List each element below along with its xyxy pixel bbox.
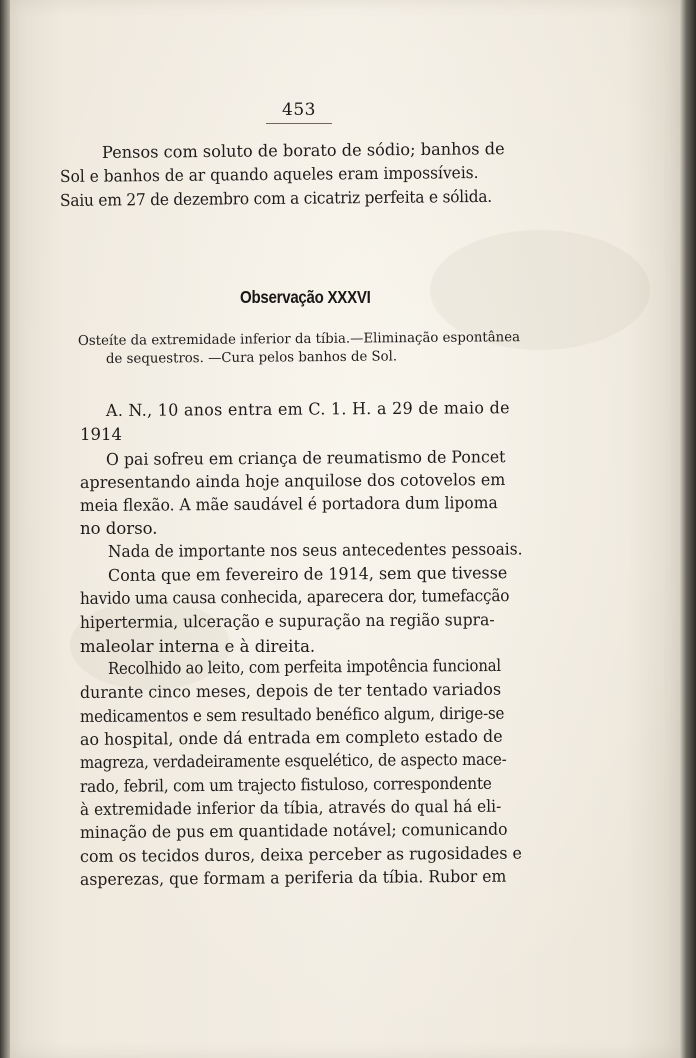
text-line: A. N., 10 anos entra em C. 1. H. a 29 de maio de bbox=[105, 398, 510, 420]
text-line: apresentando ainda hoje anquilose dos cotovelos em bbox=[79, 470, 506, 492]
text-line: 1914 bbox=[80, 425, 122, 444]
text-line: medicamentos e sem resultado benéfico algum, dirige-se bbox=[79, 703, 505, 726]
text-line: Recolhido ao leito, com perfeita impotência funcional bbox=[107, 655, 501, 678]
text-line: no dorso. bbox=[80, 519, 158, 538]
book-page bbox=[10, 0, 680, 1058]
page-number-rule bbox=[266, 123, 332, 124]
page-number: 453 bbox=[282, 100, 316, 120]
text-line: maleolar interna e à direita. bbox=[80, 637, 316, 656]
text-line: Conta que em fevereiro de 1914, sem que tivesse bbox=[107, 563, 508, 585]
observation-subtitle-line: Osteíte da extremidade inferior da tíbia.—Eliminação espontânea bbox=[77, 329, 521, 349]
text-line: com os tecidos duros, deixa perceber as rugosidades e bbox=[79, 843, 523, 866]
text-line: meia flexão. A mãe saudável é portadora dum lipoma bbox=[79, 493, 498, 515]
text-line: hipertermia, ulceração e supuração na região supra- bbox=[79, 610, 495, 632]
text-line: minação de pus em quantidade notável; comunicando bbox=[79, 819, 508, 842]
scanner-right-edge bbox=[680, 0, 696, 1058]
text-line: rado, febril, com um trajecto fistuloso, correspondente bbox=[79, 773, 492, 796]
text-line: magreza, verdadeiramente esquelético, de aspecto mace- bbox=[79, 749, 507, 772]
observation-subtitle-line: de sequestros. —Cura pelos banhos de Sol. bbox=[105, 348, 398, 367]
text-line: ao hospital, onde dá entrada em completo estado de bbox=[79, 726, 503, 749]
text-line: havido uma causa conhecida, aparecera dor, tumefacção bbox=[79, 586, 510, 608]
text-line: Sol e banhos de ar quando aqueles eram impossíveis. bbox=[59, 162, 479, 186]
text-line: Nada de importante nos seus antecedentes pessoais. bbox=[107, 539, 523, 561]
text-line: asperezas, que formam a periferia da tíbia. Rubor em bbox=[79, 866, 507, 889]
text-line: durante cinco meses, depois de ter tentado variados bbox=[79, 679, 502, 702]
text-line: Saiu em 27 de dezembro com a cicatriz perfeita e sólida. bbox=[59, 186, 493, 210]
text-line: O pai sofreu em criança de reumatismo de Poncet bbox=[105, 447, 506, 469]
observation-title: Observação XXXVI bbox=[240, 287, 371, 307]
text-line: Pensos com soluto de borato de sódio; banhos de bbox=[101, 139, 505, 162]
text-line: à extremidade inferior da tíbia, através do qual há eli- bbox=[79, 796, 502, 819]
